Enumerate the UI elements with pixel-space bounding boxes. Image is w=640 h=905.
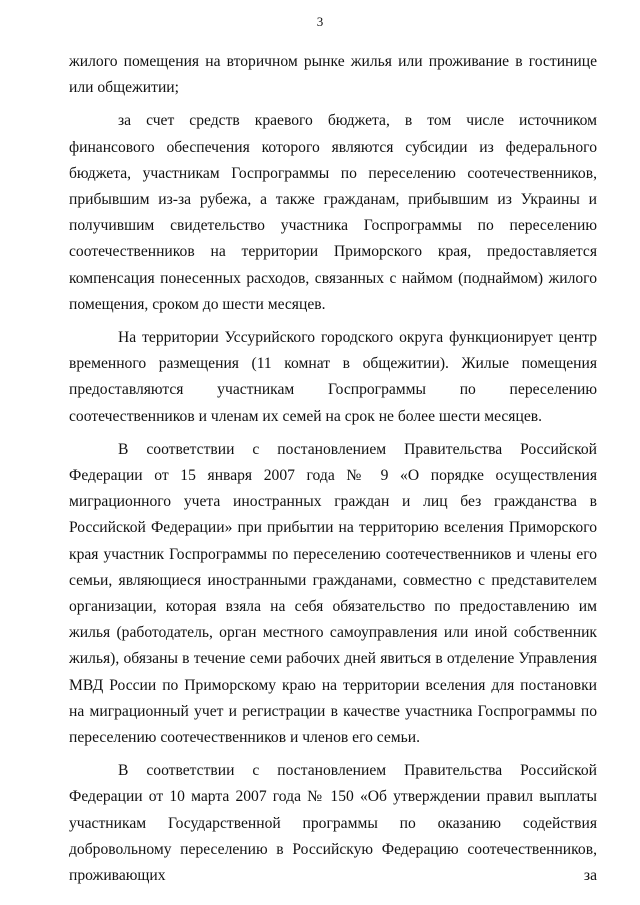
- paragraph-payment-rules: В соответствии с постановлением Правительства Российской Федерации от 10 марта 2007 года № 150 «Об утверждении правил выплаты участникам Государственной программы по оказанию содействия добровольному переселению в Российскую Федерацию соотечественников, проживающих за: [69, 762, 597, 885]
- page-number: 3: [316, 14, 324, 29]
- paragraph-temporary-accommodation-center: На территории Уссурийского городского округа функционирует центр временного размещения (11 комнат в общежитии). Жилые помещения предоставляются участникам Госпрограммы по переселению соотечественников и членам их семей на срок не более шести месяцев.: [69, 329, 597, 425]
- paragraph-migration-registration: В соответствии с постановлением Правительства Российской Федерации от 15 января 2007 года № 9 «О порядке осуществления миграционного учета иностранных граждан и лиц без гражданства в Российской Федерации» при прибытии на территорию вселения Приморского края участник Госпрограммы по переселению соотечественников и члены его семьи, являющиеся иностранными гражданами, совместно с представителем организации, которая взяла на себя обязательство по предоставлению им жилья (работодатель, орган местного самоуправления или иной собственник жилья), обязаны в течение семи рабочих дней явиться в отделение Управления МВД России по Приморскому краю на территории вселения для постановки на миграционный учет и регистрации в качестве участника Госпрограммы по переселению соотечественников и членов его семьи.: [69, 440, 597, 747]
- paragraph-housing-continuation: жилого помещения на вторичном рынке жилья или проживание в гостинице или общежитии;: [69, 53, 597, 97]
- document-body: [69, 49, 597, 896]
- paragraph-regional-budget-compensation: за счет средств краевого бюджета, в том числе источником финансового обеспечения которого являются субсидии из федерального бюджета, участникам Госпрограммы по переселению соотечественников, прибывшим из-за рубежа, а также гражданам, прибывшим из Украины и получившим свидетельство участника Госпрограммы по переселению соотечественников на территории Приморского края, предоставляется компенсация понесенных расходов, связанных с наймом (поднаймом) жилого помещения, сроком до шести месяцев.: [69, 112, 597, 313]
